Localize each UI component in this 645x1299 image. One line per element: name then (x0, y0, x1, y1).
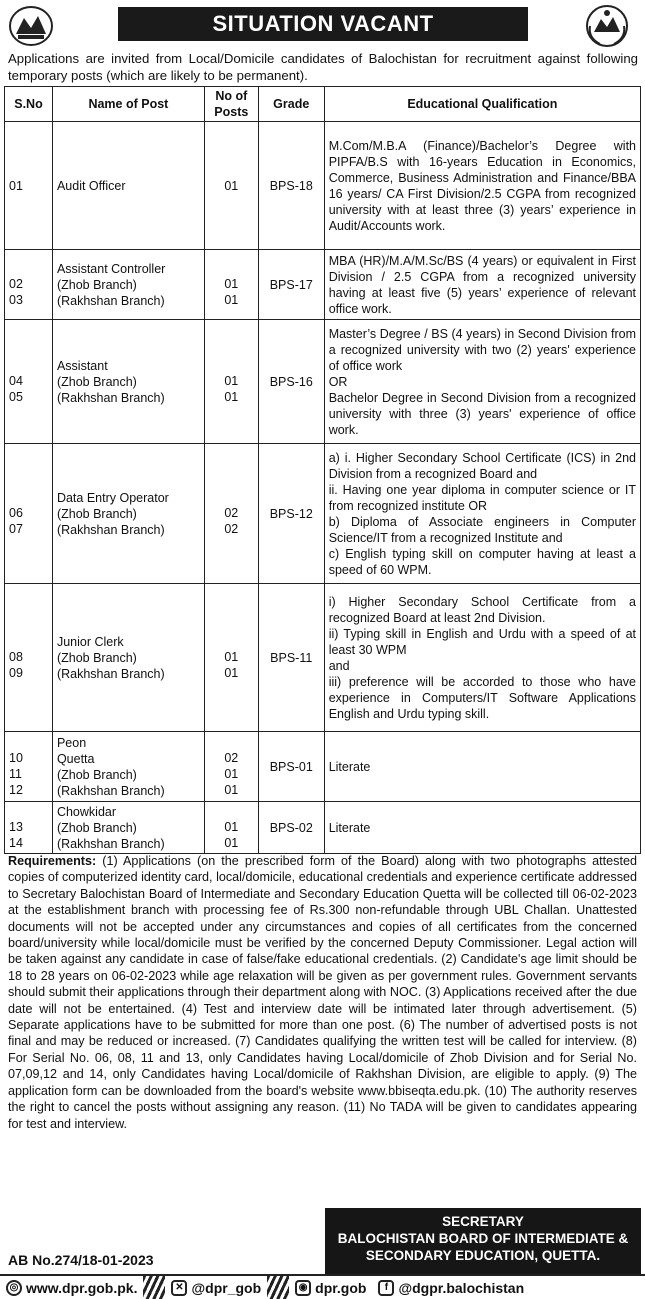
qualification-line: i) Higher Secondary School Certificate from a recognized Board at least 2nd Division. (328, 594, 636, 625)
qualification-line: a) i. Higher Secondary School Certificate (ICS) in 2nd Division from a recognized Board and (328, 450, 636, 481)
table-header-row (5, 87, 641, 122)
cell-sno-line: 01 (9, 178, 23, 193)
cell-post-name (52, 250, 204, 320)
cell-grade: BPS-18 (258, 122, 324, 250)
cell-sno-line: 09 (9, 666, 23, 680)
qualification-line: iii) preference will be accorded to those who have experience in Computers/IT Software Applications English and Urdu typing skill. (328, 674, 636, 721)
col-grade-header: Grade (258, 87, 324, 122)
secretary-line: SECRETARY (442, 1214, 524, 1229)
cell-sno-line: 04 (9, 374, 23, 388)
table-row (5, 802, 641, 854)
cell-sno-line: 06 (9, 506, 23, 520)
cell-post-name-line: Quetta (56, 751, 95, 766)
cell-no-of-posts-line: 01 (224, 666, 239, 680)
intro-text: Applications are invited from Local/Domicile candidates of Balochistan for recruitment against following temporary posts (which are likely to be permanent). (8, 51, 638, 83)
cell-no-of-posts-line: 01 (224, 293, 239, 307)
requirements (8, 853, 637, 1132)
cell-post-name-line: Data Entry Operator (56, 490, 169, 505)
facebook-icon: f (378, 1280, 394, 1296)
cell-no-of-posts (204, 802, 258, 854)
cell-post-name (52, 732, 204, 802)
cell-no-of-posts-line: 01 (224, 390, 239, 404)
table-row (5, 320, 641, 444)
instagram-icon: ◉ (295, 1280, 311, 1296)
cell-no-of-posts-line: 01 (224, 650, 239, 664)
qualification-line: M.Com/M.B.A (Finance)/Bachelor’s Degree with PIPFA/B.S with 16-years Education in Economics, Commerce, Business Administration and Finance/BBA 16 years/ CA First Division/2.5 CGPA from recognized university with at least three (3) years’ experience in Audit/Accounts work. (328, 138, 636, 233)
qualification-line: and (328, 658, 350, 673)
cell-grade: BPS-16 (258, 320, 324, 444)
secretary-line: BALOCHISTAN BOARD OF INTERMEDIATE & (337, 1231, 629, 1246)
table-row (5, 444, 641, 584)
cell-no-of-posts-line: 01 (224, 820, 239, 834)
cell-no-of-posts-line: 01 (224, 836, 239, 850)
cell-post-name (52, 584, 204, 732)
cell-sno (5, 584, 53, 732)
cell-post-name-line: (Rakhshan Branch) (56, 390, 165, 405)
cell-no-of-posts (204, 122, 258, 250)
cell-post-name-line: (Rakhshan Branch) (56, 522, 165, 537)
requirements-text: (1) Applications (on the prescribed form of the Board) along with two photographs attested copies of computerized identity card, local/domicile, educational credentials and experience certificate addressed to Secretary Balochistan Board of Intermediate and Secondary Education Quetta will be collected till 06-02-2023 at the establishment branch with processing fee of Rs.300 non-refundable through UBL Challan. Unattested documents will not be accepted under any circumstances and copies of all certificates from the concerned board/university while local/domicile must be verified by the concerned Deputy Commissioner. Legal action will be taken against any candidate in case of false/fake educational credentials. (2) Candidate's age limit should be 18 to 28 years on 06-02-2023 while age relaxation will be given as per government rules. Government servants should submit their applications through their department along with NOC. (3) Applications received after the due date will not be entertained. (4) Test and interview date will be intimated later through advertisement. (5) Separate applications have to be submitted for more than one post. (6) The number of advertised posts is not final and may be reduced or increased. (7) Candidates qualifying the written test will be called for interview. (8) For Serial No. 06, 08, 11 and 13, only Candidates having Local/domicile of Zhob Division and for Serial No. 07,09,12 and 14, only Candidates having Local/domicile of Rakhshan Division, are eligible to apply. (9) The application form can be downloaded from the board's website www.bbiseqta.edu.pk. (10) The authority reserves the right to cancel the posts without assigning any reason. (11) No TADA will be given to candidates appearing for test and interview. (8, 854, 637, 1131)
cell-no-of-posts (204, 250, 258, 320)
cell-post-name-line: (Zhob Branch) (56, 650, 137, 665)
col-name-header: Name of Post (52, 87, 204, 122)
qualification-line: ii. Having one year diploma in computer science or IT from recognized institute OR (328, 482, 636, 513)
cell-post-name-line: (Zhob Branch) (56, 277, 137, 292)
cell-post-name (52, 320, 204, 444)
cell-sno (5, 732, 53, 802)
table-row (5, 122, 641, 250)
cell-no-of-posts (204, 584, 258, 732)
footer-divider (267, 1276, 289, 1299)
cell-no-of-posts-line: 02 (224, 506, 239, 520)
cell-grade: BPS-11 (258, 584, 324, 732)
cell-post-name-line: (Zhob Branch) (56, 820, 137, 835)
qualification-line: Literate (328, 820, 371, 835)
requirements-label: Requirements: (8, 854, 97, 868)
cell-grade: BPS-17 (258, 250, 324, 320)
facebook-text: @dgpr.balochistan (398, 1279, 525, 1296)
cell-qualification (324, 584, 640, 732)
cell-sno-line: 10 (9, 751, 23, 765)
cell-grade: BPS-02 (258, 802, 324, 854)
twitter-text: @dpr_gob (191, 1279, 262, 1296)
cell-no-of-posts-line: 01 (224, 178, 239, 193)
cell-post-name-line: (Zhob Branch) (56, 374, 137, 389)
twitter-icon: ✕ (171, 1280, 187, 1296)
cell-qualification (324, 444, 640, 584)
footer-twitter[interactable] (165, 1276, 267, 1299)
cell-no-of-posts-line: 01 (224, 767, 239, 781)
qualification-line: Literate (328, 759, 371, 774)
cell-no-of-posts-line: 02 (224, 522, 239, 536)
cell-sno-line: 13 (9, 820, 23, 834)
cell-qualification (324, 250, 640, 320)
posts-table (4, 86, 641, 854)
cell-sno (5, 122, 53, 250)
cell-qualification (324, 732, 640, 802)
cell-sno (5, 444, 53, 584)
col-posts-header: No of Posts (204, 87, 258, 122)
cell-no-of-posts-line: 02 (224, 751, 239, 765)
cell-post-name-line: Audit Officer (56, 178, 126, 193)
table-body (5, 122, 641, 854)
cell-no-of-posts (204, 732, 258, 802)
cell-post-name-line: (Zhob Branch) (56, 767, 137, 782)
cell-sno-line: 07 (9, 522, 23, 536)
qualification-line: ii) Typing skill in English and Urdu with a speed of at least 30 WPM (328, 626, 636, 657)
table-row (5, 250, 641, 320)
qualification-line: MBA (HR)/M.A/M.Sc/BS (4 years) or equivalent in First Division / 2.5 CGPA from a recognized university having at least five (5) years’ experience of relevant office work. (328, 253, 636, 316)
cell-sno (5, 320, 53, 444)
cell-post-name (52, 444, 204, 584)
cell-grade: BPS-12 (258, 444, 324, 584)
cell-post-name-line: (Rakhshan Branch) (56, 666, 165, 681)
qualification-line: Bachelor Degree in Second Division from a recognized university with three (3) years' experience of office work. (328, 390, 636, 437)
board-logo-icon (584, 4, 630, 48)
secretary-box (325, 1208, 641, 1274)
table-row (5, 584, 641, 732)
cell-post-name-line: Assistant (56, 358, 108, 373)
cell-post-name-line: Assistant Controller (56, 261, 166, 276)
cell-sno-line: 08 (9, 650, 23, 664)
cell-no-of-posts (204, 444, 258, 584)
cell-post-name-line: (Rakhshan Branch) (56, 293, 165, 308)
cell-qualification (324, 802, 640, 854)
table-row (5, 732, 641, 802)
ab-number: AB No.274/18-01-2023 (8, 1252, 154, 1268)
cell-sno-line: 11 (9, 767, 22, 781)
cell-sno (5, 250, 53, 320)
footer-divider (143, 1276, 165, 1299)
cell-no-of-posts (204, 320, 258, 444)
website-text: www.dpr.gob.pk. (26, 1279, 138, 1296)
qualification-line: c) English typing skill on computer having at least a speed of 60 WPM. (328, 546, 636, 577)
cell-post-name-line: Chowkidar (56, 804, 117, 819)
cell-sno-line: 03 (9, 293, 23, 307)
footer-instagram[interactable] (289, 1276, 372, 1299)
cell-post-name (52, 122, 204, 250)
qualification-line: b) Diploma of Associate engineers in Computer Science/IT from a recognized Institute and (328, 514, 636, 545)
secretary-line: SECONDARY EDUCATION, QUETTA. (365, 1248, 601, 1263)
cell-post-name-line: Peon (56, 735, 87, 750)
cell-no-of-posts-line: 01 (224, 783, 239, 797)
cell-sno-line: 05 (9, 390, 23, 404)
cell-post-name-line: (Rakhshan Branch) (56, 836, 165, 851)
cell-sno (5, 802, 53, 854)
cell-qualification (324, 122, 640, 250)
header (0, 0, 645, 50)
cell-qualification (324, 320, 640, 444)
footer-website[interactable] (0, 1276, 143, 1299)
qualification-line: Master’s Degree / BS (4 years) in Second Division from a recognized university with two (2) years' experience of office work (328, 326, 636, 373)
page-title: SITUATION VACANT (118, 7, 528, 41)
cell-sno-line: 14 (9, 836, 23, 850)
footer-facebook[interactable] (372, 1276, 530, 1299)
cell-post-name-line: (Zhob Branch) (56, 506, 137, 521)
qualification-line: OR (328, 374, 348, 389)
cell-sno-line: 12 (9, 783, 23, 797)
cell-grade: BPS-01 (258, 732, 324, 802)
col-sno-header: S.No (5, 87, 53, 122)
cell-post-name (52, 802, 204, 854)
globe-icon: ◎ (6, 1280, 22, 1296)
cell-no-of-posts-line: 01 (224, 374, 239, 388)
footer (0, 1274, 645, 1299)
cell-post-name-line: Junior Clerk (56, 634, 124, 649)
board-logo-icon (8, 4, 54, 48)
cell-no-of-posts-line: 01 (224, 277, 239, 291)
cell-post-name-line: (Rakhshan Branch) (56, 783, 165, 798)
instagram-text: dpr.gob (315, 1279, 367, 1296)
cell-sno-line: 02 (9, 277, 23, 291)
col-qualification-header: Educational Qualification (324, 87, 640, 122)
